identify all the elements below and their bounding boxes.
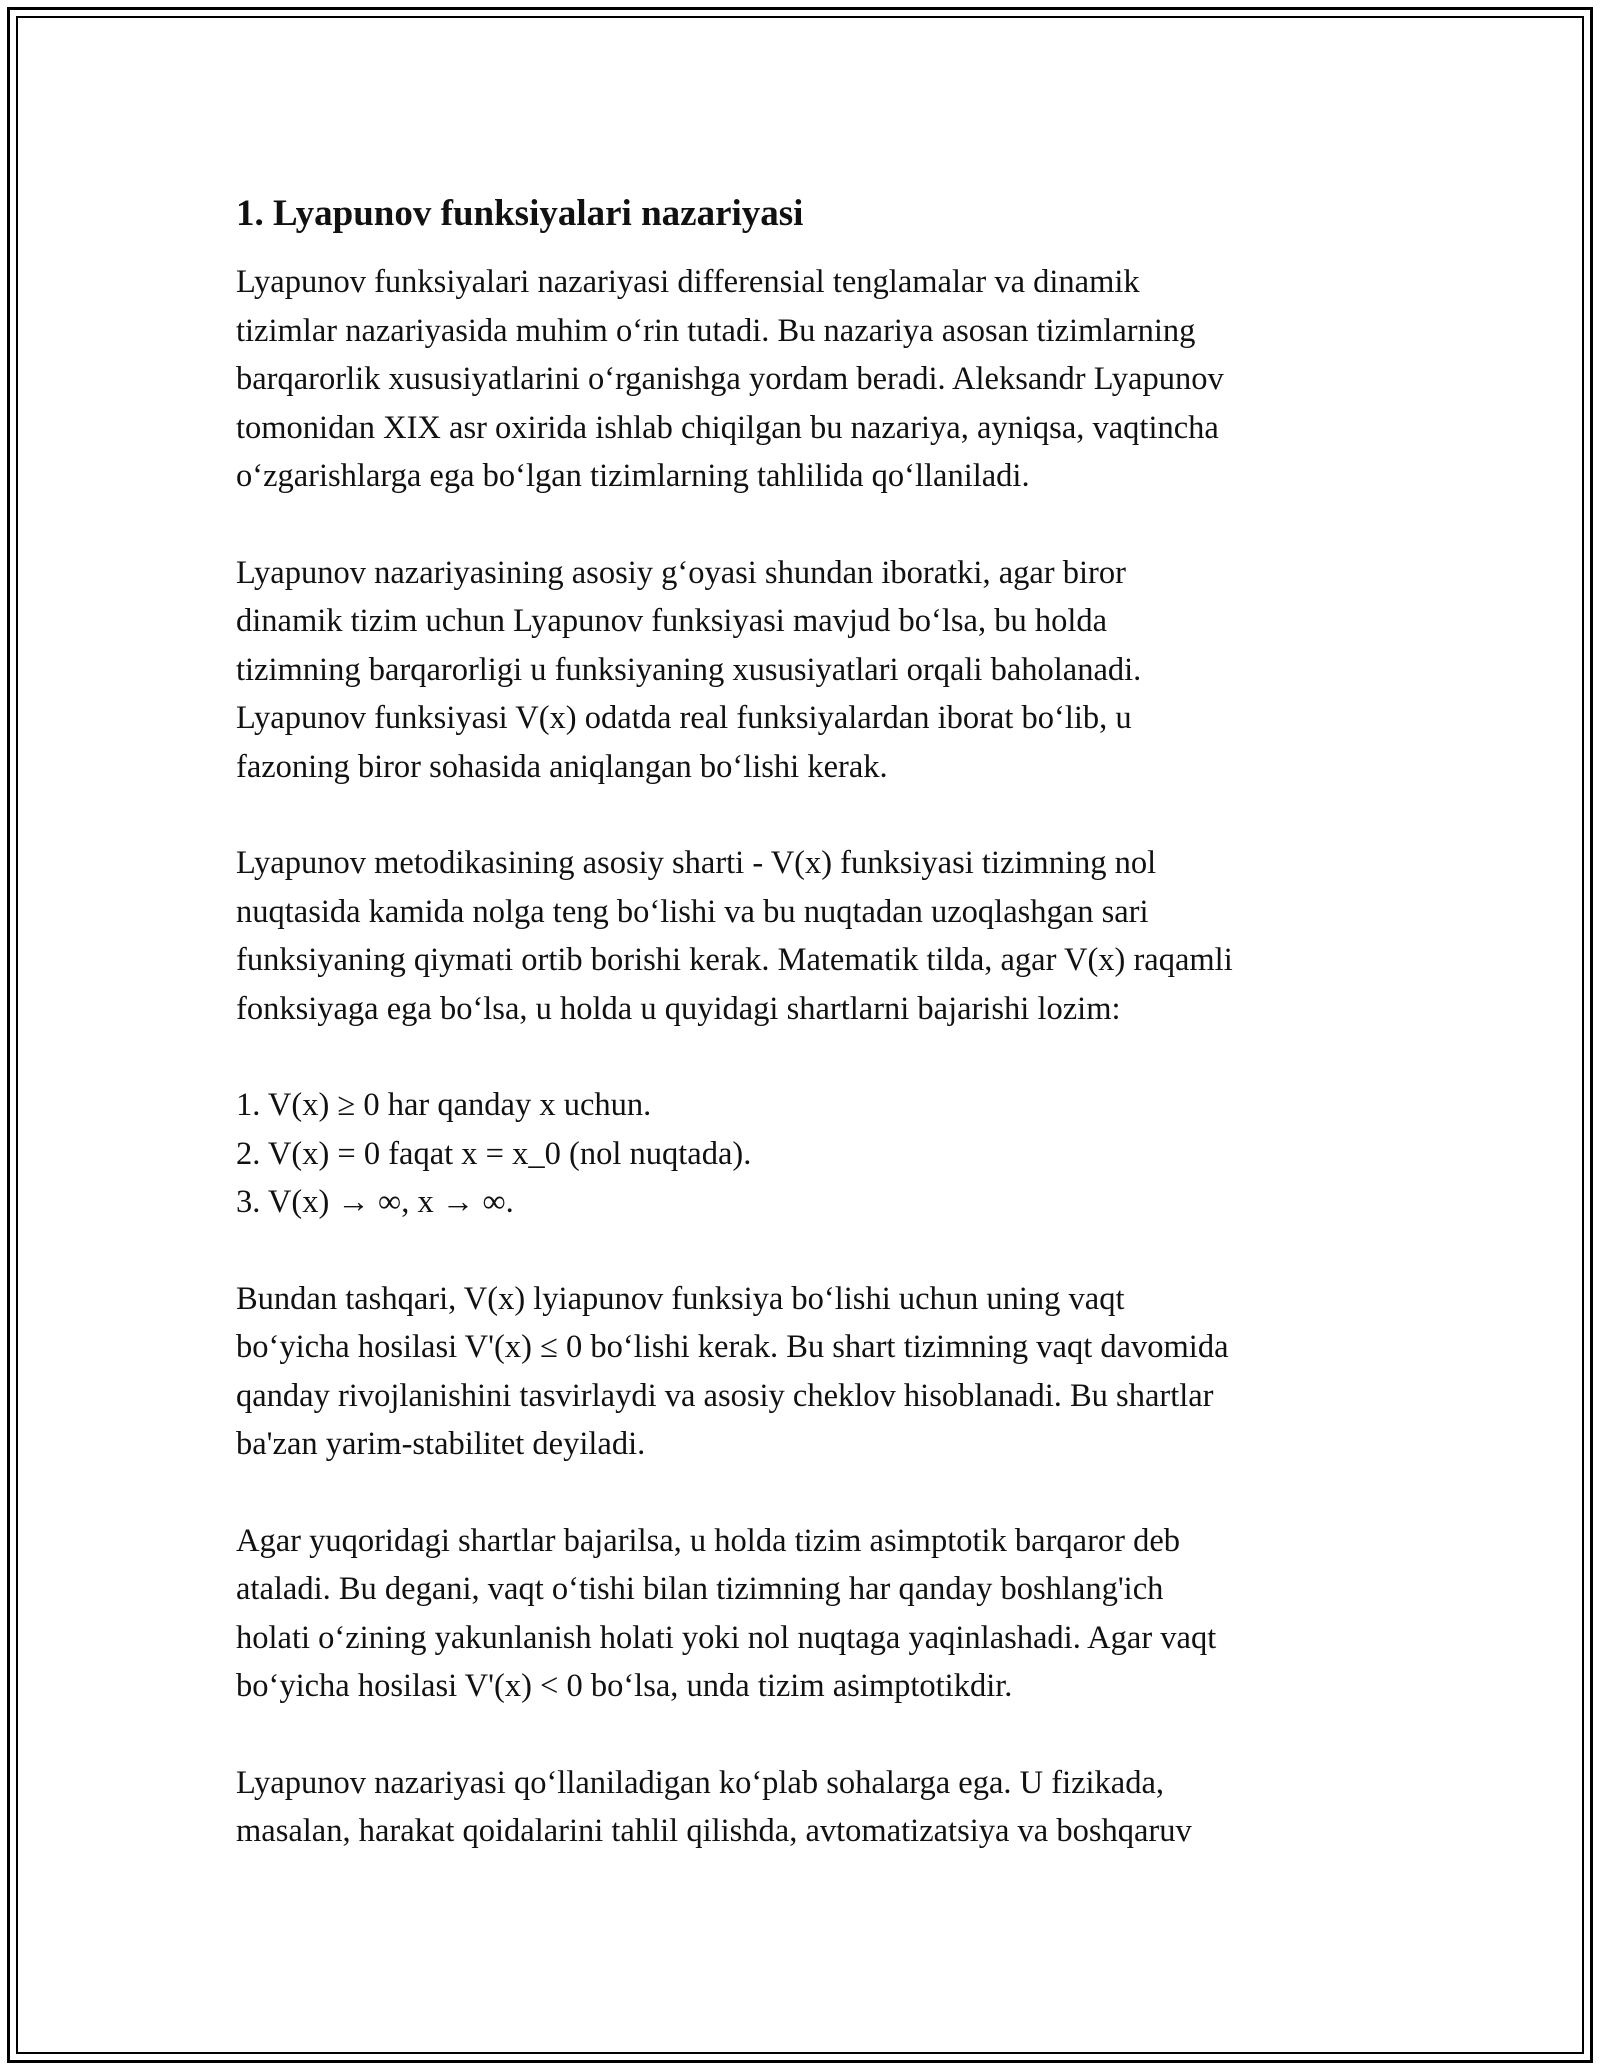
text-line: Lyapunov funksiyasi V(x) odatda real funksiyalardan iborat bo‘lib, u: [236, 700, 1132, 736]
paragraph-method-condition: [236, 839, 1376, 1033]
conditions-list: [236, 1081, 1376, 1227]
paragraph-intro: [236, 258, 1376, 501]
document-body: [236, 188, 1376, 1904]
paragraph-derivative: [236, 1275, 1376, 1469]
text-line: Bundan tashqari, V(x) lyiapunov funksiya bo‘lishi uchun uning vaqt: [236, 1280, 1125, 1317]
paragraph-asymptotic: [236, 1517, 1376, 1711]
text-line: o‘zgarishlarga ega bo‘lgan tizimlarning tahlilida qo‘llaniladi.: [236, 458, 1030, 494]
text-line: Agar yuqoridagi shartlar bajarilsa, u holda tizim asimptotik barqaror deb: [236, 1522, 1181, 1559]
text-line: fonksiyaga ega bo‘lsa, u holda u quyidagi shartlarni bajarishi lozim:: [236, 990, 1121, 1027]
text-line: fazoning biror sohasida aniqlangan bo‘lishi kerak.: [236, 748, 888, 785]
text-line: Lyapunov funksiyalari nazariyasi differensial tenglamalar va dinamik: [236, 264, 1140, 300]
text-line: Lyapunov metodikasining asosiy sharti - V(x) funksiyasi tizimning nol: [236, 845, 1157, 881]
text-line: tomonidan XIX asr oxirida ishlab chiqilgan bu nazariya, ayniqsa, vaqtincha: [236, 409, 1219, 446]
condition-item: 1. V(x) ≥ 0 har qanday x uchun.: [236, 1087, 652, 1123]
text-line: qanday rivojlanishini tasvirlaydi va asosiy cheklov hisoblanadi. Bu shartlar: [236, 1377, 1214, 1414]
condition-item: 2. V(x) = 0 faqat x = x_0 (nol nuqtada).: [236, 1135, 752, 1172]
text-line: Lyapunov nazariyasining asosiy g‘oyasi shundan iboratki, agar biror: [236, 554, 1126, 591]
text-line: masalan, harakat qoidalarini tahlil qilishda, avtomatizatsiya va boshqaruv: [236, 1813, 1192, 1849]
section-heading: 1. Lyapunov funksiyalari nazariyasi: [236, 193, 804, 234]
text-line: barqarorlik xususiyatlarini o‘rganishga yordam beradi. Aleksandr Lyapunov: [236, 361, 1224, 397]
text-line: tizimning barqarorligi u funksiyaning xususiyatlari orqali baholanadi.: [236, 651, 1142, 688]
condition-item: 3. V(x) → ∞, x → ∞.: [236, 1184, 514, 1220]
text-line: ba'zan yarim-stabilitet deyiladi.: [236, 1426, 646, 1462]
text-line: Lyapunov nazariyasi qo‘llaniladigan ko‘plab sohalarga ega. U fizikada,: [236, 1764, 1165, 1801]
paragraph-main-idea: [236, 549, 1376, 792]
paragraph-applications: [236, 1759, 1376, 1856]
text-line: holati o‘zining yakunlanish holati yoki nol nuqtaga yaqinlashadi. Agar vaqt: [236, 1619, 1217, 1656]
text-line: tizimlar nazariyasida muhim o‘rin tutadi. Bu nazariya asosan tizimlarning: [236, 312, 1196, 349]
text-line: nuqtasida kamida nolga teng bo‘lishi va bu nuqtadan uzoqlashgan sari: [236, 893, 1149, 930]
text-line: funksiyaning qiymati ortib borishi kerak. Matematik tilda, agar V(x) raqamli: [236, 942, 1233, 978]
text-line: bo‘yicha hosilasi V'(x) ≤ 0 bo‘lishi kerak. Bu shart tizimning vaqt davomida: [236, 1329, 1229, 1365]
text-line: bo‘yicha hosilasi V'(x) < 0 bo‘lsa, unda tizim asimptotikdir.: [236, 1668, 1013, 1704]
text-line: dinamik tizim uchun Lyapunov funksiyasi mavjud bo‘lsa, bu holda: [236, 603, 1108, 639]
text-line: ataladi. Bu degani, vaqt o‘tishi bilan tizimning har qanday boshlang'ich: [236, 1571, 1164, 1607]
